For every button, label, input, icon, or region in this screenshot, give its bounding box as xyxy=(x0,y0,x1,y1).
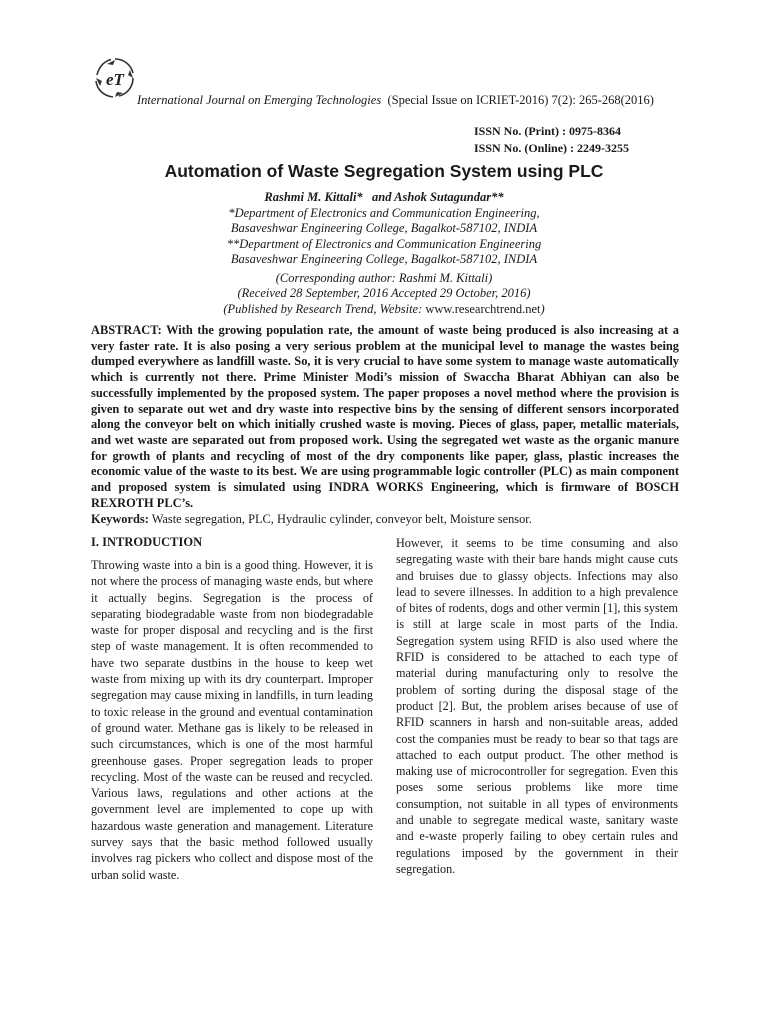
keywords xyxy=(91,512,679,528)
corresponding-author: (Corresponding author: Rashmi M. Kittali) xyxy=(275,271,493,285)
issn-print: ISSN No. (Print) : 0975-8364 xyxy=(474,124,621,138)
journal-name: International Journal on Emerging Technologies xyxy=(137,93,382,107)
keywords-label: Keywords: xyxy=(91,512,149,526)
published-suffix: ) xyxy=(540,301,545,316)
published-by xyxy=(0,302,768,317)
affiliation-line: Basaveshwar Engineering College, Bagalkot-587102, INDIA xyxy=(230,221,538,236)
abstract-text: : With the growing population rate, the amount of waste being produced is also increasing at a very faster rate. It is also posing a very serious problem at the municipal level to manage the wastes being dumped everywhere as landfill waste. So, it is very crucial to have some system to manage waste automatically which is currently not there. Prime Minister Modi’s mission of Swaccha Bharat Abhiyan can also be successfully implemented by the proposed system. The paper proposes a novel method where the provision is given to separate out wet and dry waste into respective bins by the sensing of different sensors incorporated along the conveyor belt on which initially crushed waste is moving. Pieces of glass, paper, metallic materials, and wet waste are separated out from proposed work. Using the segregated wet waste as the organic manure for growth of plants and recycling of most of the dry components like paper, glass, plastic increases the economic value of the waste to its best. We are using programmable logic controller (PLC) as main component and proposed system is simulated using INDRA WORKS Engineering, which is firmware of BOSCH REXROTH PLC’s. xyxy=(91,323,679,510)
received-dates: (Received 28 September, 2016 Accepted 29 October, 2016) xyxy=(237,286,531,301)
issn-online: ISSN No. (Online) : 2249-3255 xyxy=(474,141,630,155)
svg-text:eT: eT xyxy=(106,70,124,89)
author-list: Rashmi M. Kittali* and Ashok Sutagundar** xyxy=(264,190,504,204)
journal-logo-icon xyxy=(93,56,137,100)
affiliations xyxy=(0,206,768,268)
keywords-text: Waste segregation, PLC, Hydraulic cylinder, conveyor belt, Moisture sensor. xyxy=(148,512,532,526)
journal-header xyxy=(137,93,654,108)
affiliation-line: **Department of Electronics and Communication Engineering xyxy=(226,236,542,251)
abstract xyxy=(91,323,679,511)
section-heading-introduction: I. INTRODUCTION xyxy=(91,535,203,549)
abstract-label: ABSTRACT xyxy=(91,323,158,337)
affiliation-line: *Department of Electronics and Communication Engineering, xyxy=(228,206,540,220)
intro-right-column: However, it seems to be time consuming and also segregating waste with their bare hands might cause cuts and bruises due to glassy objects. Infections may also lead to severe illnesses. In addition to a high prevalence of bites of rodents, dogs and other vermin [1], this system is still at large scale in most parts of the India. Segregation system using RFID is also used where the RFID is considered to be attached to each type of material during manufacturing only to resolve the problem of sorting during the disposal stage of the product [2]. But, the problem arises because of use of RFID scanners in harsh and non-suitable areas, added cost the companies must be ready to bear so that tags are attached to each output product. The other method is making use of microcontroller for segregation. Even this poses some serious problems like more time consumption, not suitable in all types of environments and unable to segregate medical waste, sanitary waste and e-waste properly failing to obey certain rules and regulations imposed by the government in their segregation. xyxy=(396,536,678,876)
intro-left-column: Throwing waste into a bin is a good thing. However, it is not where the process of managing waste ends, but where it actually begins. Segregation is the process of separating biodegradable waste from non biodegradable waste for proper disposal and recycling and is the first step of waste management. It is often recommended to have two separate dustbins in the house to keep wet waste from mixing up with its dry counterpart. Improper segregation may cause mixing in landfills, in turn leading to toxic release in the ground and eventual contamination of ground water. Methane gas is likely to be released in such circumstances, which is one of the most harmful greenhouse gases. Proper segregation leads to proper recycling. Most of the waste can be reused and recycled. Various laws, regulations and other actions at the government level are implemented to cope up with hazardous waste generation and management. Literature survey says that the basic method followed usually involves rag pickers who collect and dispose most of the urban solid waste. xyxy=(91,558,373,882)
published-prefix: (Published by Research Trend, Website: xyxy=(223,301,426,316)
publication-info xyxy=(0,271,768,317)
affiliation-line: Basaveshwar Engineering College, Bagalkot-587102, INDIA xyxy=(230,252,538,267)
issue-info: (Special Issue on ICRIET-2016) 7(2): 265-268(2016) xyxy=(387,93,654,107)
paper-title: Automation of Waste Segregation System using PLC xyxy=(164,161,604,181)
website-link[interactable]: www.researchtrend.net xyxy=(425,301,541,316)
